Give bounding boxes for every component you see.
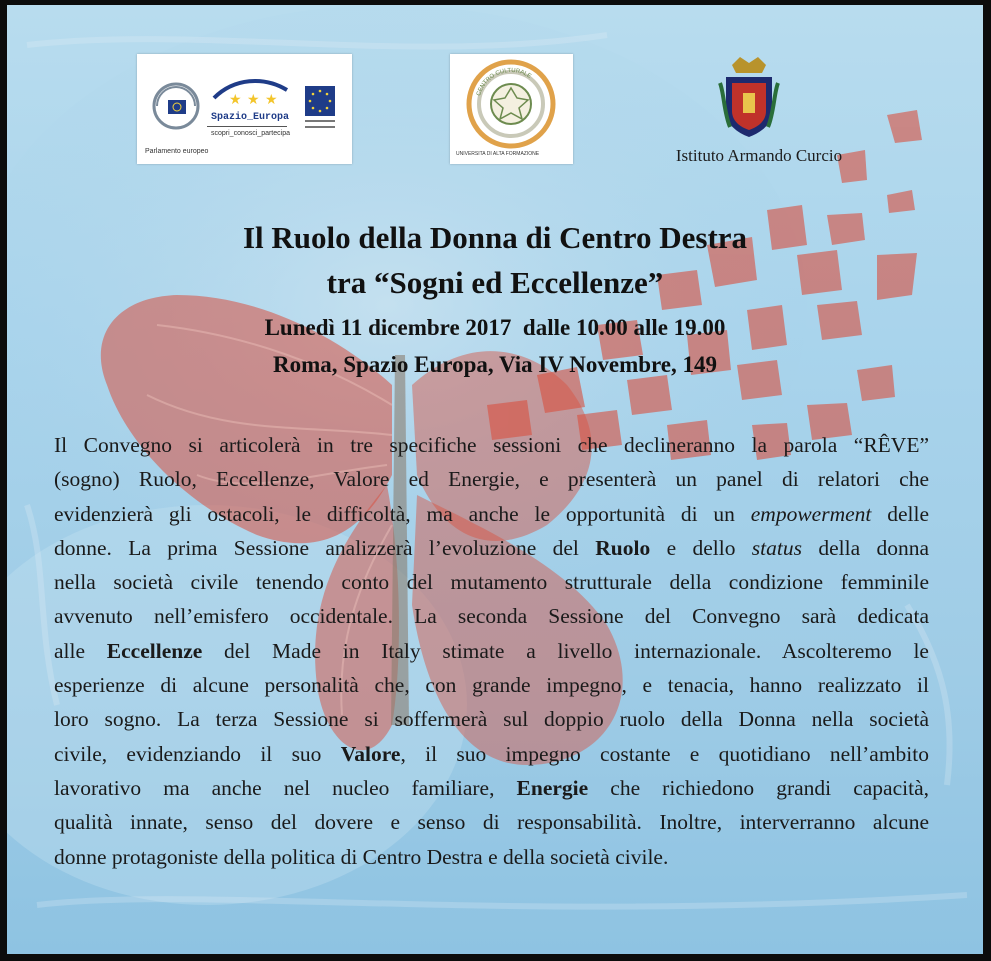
description-line: nella società civile tenendo conto del mutamento strutturale della condizione femminile xyxy=(54,570,929,595)
european-commission-logo xyxy=(297,76,345,146)
event-description xyxy=(54,428,929,874)
eu-parliament-caption: Parlamento europeo xyxy=(145,148,209,155)
keyword-ruolo: Ruolo xyxy=(595,535,651,560)
description-line: alle Eccellenze del Made in Italy stimate a livello internazionale. Ascolteremo le xyxy=(54,638,929,663)
keyword-energie: Energie xyxy=(516,775,589,800)
description-line: donne protagoniste della politica di Centro Destra e della società civile. xyxy=(54,844,669,869)
description-line: donne. La prima Sessione analizzerà l’evoluzione del Ruolo e dello status della donna xyxy=(54,535,929,560)
centro-culturale-logo xyxy=(456,58,567,160)
spazio-europa-name: Spazio_Europa xyxy=(211,112,290,123)
keyword-eccellenze: Eccellenze xyxy=(106,638,203,663)
centro-ring-text: CENTRO CULTURALE xyxy=(476,67,533,97)
svg-text:★: ★ xyxy=(229,93,242,108)
european-parliament-logo xyxy=(145,76,207,146)
description-line: lavorativo ma anche nel nucleo familiare, Energie che richiedono grandi capacità, xyxy=(54,775,929,800)
event-title-line1: Il Ruolo della Donna di Centro Destra xyxy=(242,220,748,255)
keyword-valore: Valore xyxy=(340,741,401,766)
emphasis-status: status xyxy=(751,535,802,560)
event-date: Lunedì 11 dicembre 2017 dalle 10.00 alle 19.00 xyxy=(264,315,726,340)
spazio-europa-tagline: scopri_conosci_partecipa xyxy=(211,130,290,137)
svg-text:★: ★ xyxy=(265,93,278,108)
description-line: loro sogno. La terza Sessione si soffermerà sul doppio ruolo della Donna nella società xyxy=(54,707,929,732)
svg-text:★: ★ xyxy=(247,93,260,108)
centro-bottom-text: UNIVERSITA DI ALTA FORMAZIONE xyxy=(456,151,540,157)
description-line: qualità innate, senso del dovere e senso di responsabilità. Inoltre, interverranno alcune xyxy=(54,810,929,835)
description-line: avvenuto nell’emisfero occidentale. La seconda Sessione del Convegno sarà dedicata xyxy=(54,604,929,629)
description-line: Il Convegno si articolerà in tre specifiche sessioni che declineranno la parola “RÊVE” xyxy=(54,433,929,457)
centro-culturale-panel xyxy=(450,54,573,164)
description-line: evidenzierà gli ostacoli, le difficoltà, ma anche le opportunità di un empowerment delle xyxy=(54,501,929,526)
description-line: civile, evidenziando il suo Valore, il suo impegno costante e quotidiano nell’ambito xyxy=(54,741,929,766)
description-line: esperienze di alcune personalità che, con grande impegno, e tenacia, hanno realizzato il xyxy=(54,673,929,698)
eu-logos-panel xyxy=(137,54,352,164)
invitation-poster xyxy=(7,5,983,954)
curcio-crest-logo xyxy=(718,53,780,139)
event-title-line2: tra “Sogni ed Eccellenze” xyxy=(326,265,664,300)
curcio-name: Istituto Armando Curcio xyxy=(675,146,843,165)
event-location: Roma, Spazio Europa, Via IV Novembre, 149 xyxy=(272,352,718,377)
description-line: (sogno) Ruolo, Eccellenze, Valore ed Energie, e presenterà un panel di relatori che xyxy=(54,467,929,492)
emphasis-empowerment: empowerment xyxy=(750,501,872,526)
